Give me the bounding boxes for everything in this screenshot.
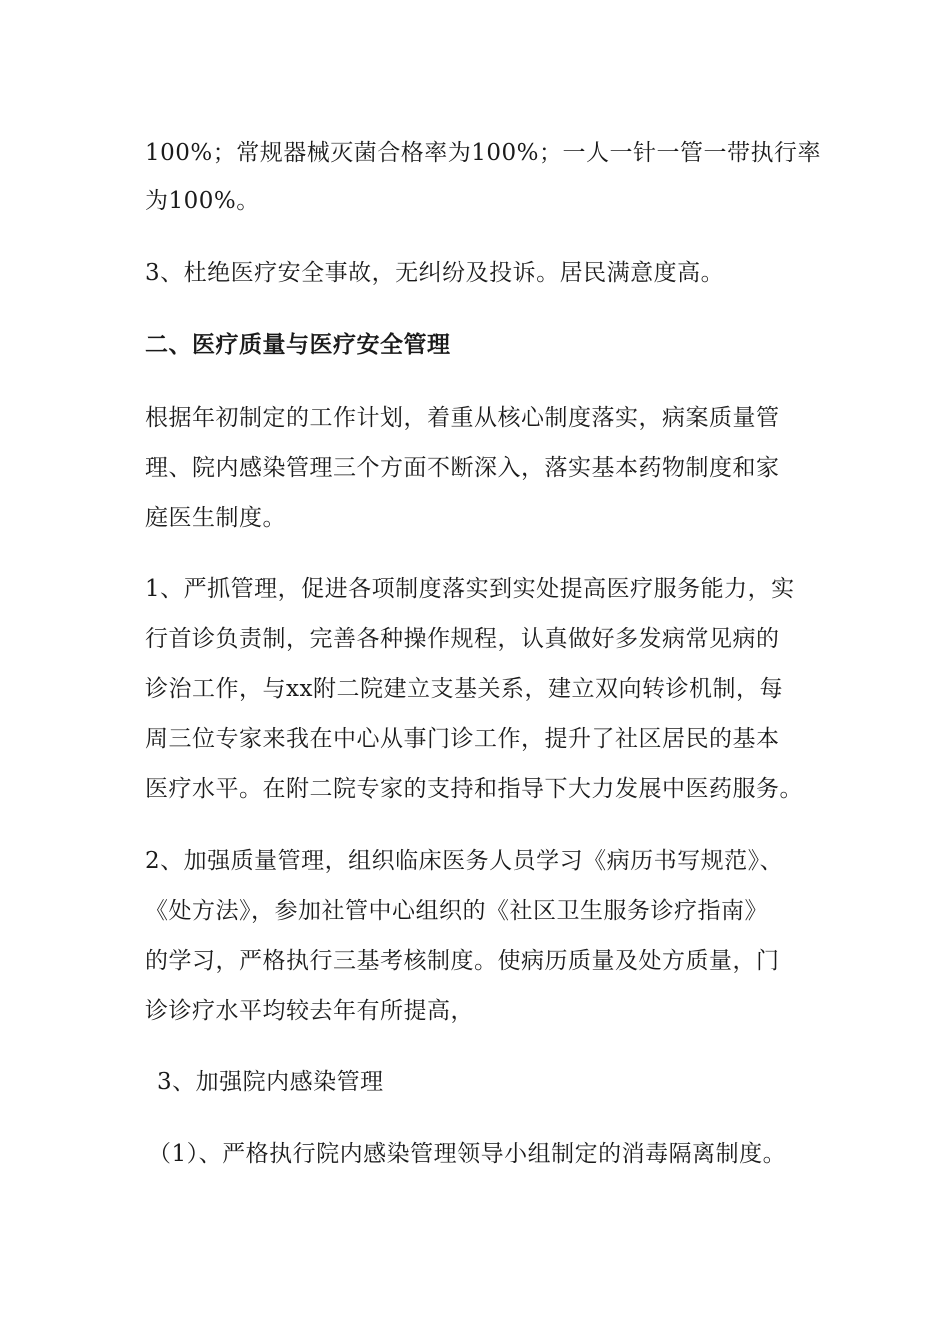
paragraph-4-line-4: 周三位专家来我在中心从事门诊工作，提升了社区居民的基本 <box>145 726 780 752</box>
paragraph-7-line-1: （1）、严格执行院内感染管理领导小组制定的消毒隔离制度。 <box>148 1141 787 1167</box>
section-heading: 二、医疗质量与医疗安全管理 <box>145 331 451 358</box>
paragraph-5-line-1: 2、加强质量管理，组织临床医务人员学习《病历书写规范》、 <box>145 848 784 874</box>
paragraph-1-line-1: 100%；常规器械灭菌合格率为100%；一人一针一管一带执行率 <box>145 140 822 166</box>
paragraph-3-line-2: 理、院内感染管理三个方面不断深入，落实基本药物制度和家 <box>145 455 780 481</box>
paragraph-3-line-1: 根据年初制定的工作计划，着重从核心制度落实，病案质量管 <box>145 405 780 431</box>
paragraph-1-line-2: 为100%。 <box>145 188 260 214</box>
paragraph-2-line-1: 3、杜绝医疗安全事故，无纠纷及投诉。居民满意度高。 <box>145 260 725 286</box>
paragraph-4-line-1: 1、严抓管理，促进各项制度落实到实处提高医疗服务能力，实 <box>145 576 795 602</box>
paragraph-5-line-4: 诊诊疗水平均较去年有所提高， <box>145 998 474 1024</box>
paragraph-4-line-2: 行首诊负责制，完善各种操作规程，认真做好多发病常见病的 <box>145 626 780 652</box>
paragraph-3-line-3: 庭医生制度。 <box>145 505 286 531</box>
paragraph-5-line-2: 《处方法》，参加社管中心组织的《社区卫生服务诊疗指南》 <box>145 898 768 924</box>
paragraph-5-line-3: 的学习，严格执行三基考核制度。使病历质量及处方质量，门 <box>145 948 780 974</box>
paragraph-4-line-3: 诊治工作，与xx附二院建立支基关系，建立双向转诊机制，每 <box>145 676 783 702</box>
paragraph-6-line-1: 3、加强院内感染管理 <box>157 1069 384 1095</box>
paragraph-4-line-5: 医疗水平。在附二院专家的支持和指导下大力发展中医药服务。 <box>145 776 803 802</box>
